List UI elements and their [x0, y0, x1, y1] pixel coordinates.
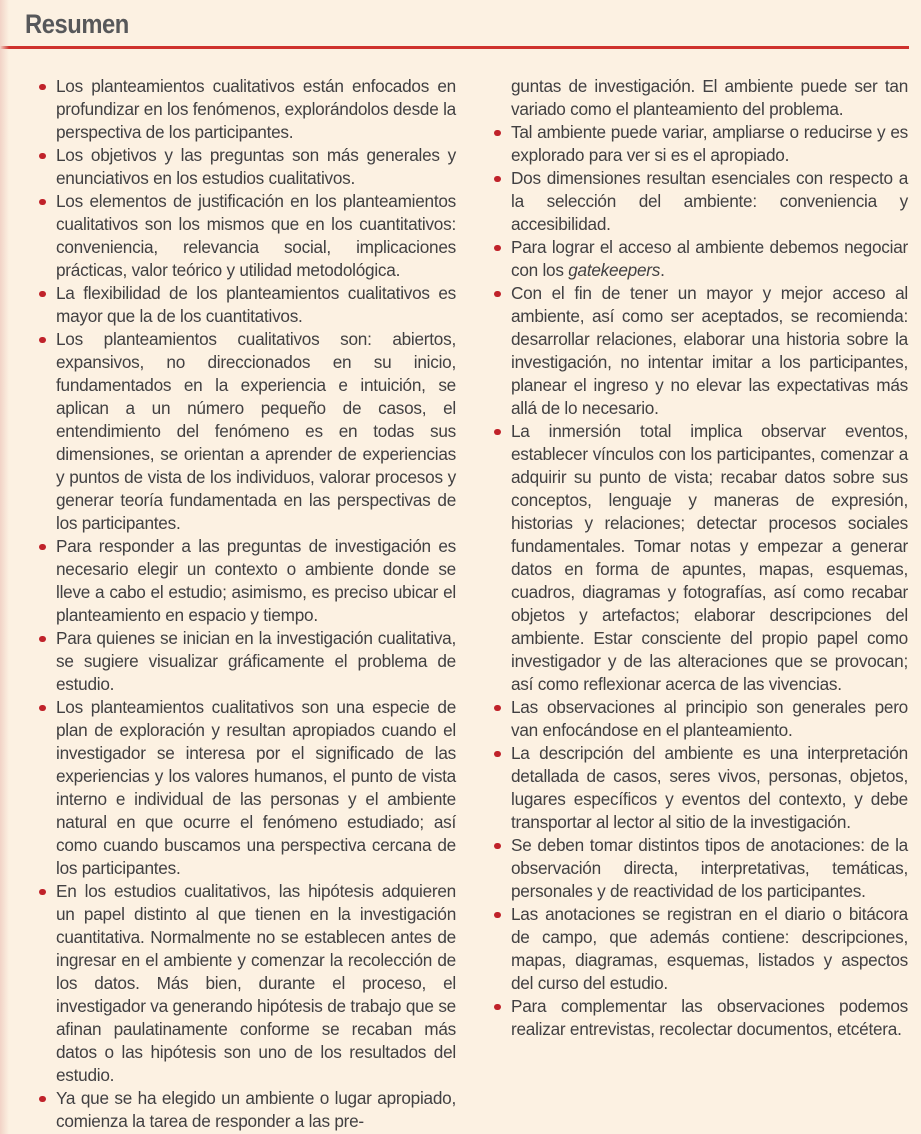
bullet-item-text: Con el fin de tener un mayor y mejor acceso al ambiente, así como ser aceptados, se recomienda: desarrollar relaciones, elaborar una historia sobre la investigación, no intentar imitar a los participantes, planear el ingreso y no elevar las expectativas más allá de lo necesario.: [511, 283, 908, 418]
bullet-icon: [39, 337, 46, 344]
bullet-item: [491, 696, 908, 742]
bullet-item: [36, 1087, 456, 1133]
summary-content: [0, 49, 921, 1133]
bullet-item-text: Para lograr el acceso al ambiente debemos negociar con los gatekeepers.: [511, 237, 908, 280]
bullet-item-text: Dos dimensiones resultan esenciales con respecto a la selección del ambiente: conveniencia y accesibilidad.: [511, 168, 908, 234]
bullet-icon: [494, 245, 501, 252]
bullet-icon: [39, 889, 46, 896]
bullet-icon: [494, 843, 501, 850]
bullet-icon: [39, 291, 46, 298]
bullet-icon: [494, 130, 501, 137]
bullet-item-text: Las observaciones al principio son generales pero van enfocándose en el planteamiento.: [511, 697, 908, 740]
bullet-item-text: En los estudios cualitativos, las hipótesis adquieren un papel distinto al que tienen en la investigación cuantitativa. Normalmente no se establecen antes de ingresar en el ambiente y comenzar la recolección de los datos. Más bien, durante el proceso, el investigador va generando hipótesis de trabajo que se afinan paulatinamente conforme se recaban más datos o las hipótesis son uno de los resultados del estudio.: [56, 881, 456, 1085]
bullet-icon: [494, 1004, 501, 1011]
bullet-item: [491, 420, 908, 696]
bullet-item: [36, 282, 456, 328]
bullet-item: [36, 328, 456, 535]
bullet-item-text: Los elementos de justificación en los planteamientos cualitativos son los mismos que en los cuantitativos: conveniencia, relevancia social, implicaciones prácticas, valor teórico y utilidad metodológica.: [56, 191, 456, 280]
bullet-item-text: La inmersión total implica observar eventos, establecer vínculos con los participantes, comenzar a adquirir su punto de vista; recabar datos sobre sus conceptos, lenguaje y maneras de expresión, historias y relaciones; detectar procesos sociales fundamentales. Tomar notas y empezar a generar datos en forma de apuntes, mapas, esquemas, cuadros, diagramas y fotografías, así como recabar objetos y artefactos; elaborar descripciones del ambiente. Estar consciente del propio papel como investigador y de las alteraciones que se provocan; así como reflexionar acerca de las vivencias.: [511, 421, 908, 694]
bullet-item: [491, 903, 908, 995]
bullet-item: [36, 75, 456, 144]
bullet-icon: [39, 153, 46, 160]
bullet-icon: [494, 751, 501, 758]
summary-column-left: [36, 75, 456, 1133]
bullet-item: [36, 190, 456, 282]
bullet-item-text: Tal ambiente puede variar, ampliarse o reducirse y es explorado para ver si es el apropiado.: [511, 122, 908, 165]
italic-term: gatekeepers: [568, 260, 661, 280]
bullet-item-text: Para complementar las observaciones podemos realizar entrevistas, recolectar documentos, etcétera.: [511, 996, 908, 1039]
bullet-icon: [494, 176, 501, 183]
bullet-item: [36, 880, 456, 1087]
bullet-item-text: Para quienes se inician en la investigación cualitativa, se sugiere visualizar gráficamente el problema de estudio.: [56, 628, 456, 694]
bullet-item: [491, 121, 908, 167]
bullet-icon: [494, 705, 501, 712]
bullet-item: [36, 696, 456, 880]
bullet-item: [491, 742, 908, 834]
bullet-item: [36, 535, 456, 627]
bullet-item: [491, 167, 908, 236]
bullet-item-text: Los planteamientos cualitativos son: abiertos, expansivos, no direccionados en su inicio, fundamentados en la experiencia e intuición, se aplican a un número pequeño de casos, el entendimiento del fenómeno es en todas sus dimensiones, se orientan a aprender de experiencias y puntos de vista de los individuos, valorar procesos y generar teoría fundamentada en las perspectivas de los participantes.: [56, 329, 456, 533]
bullet-item-text: Se deben tomar distintos tipos de anotaciones: de la observación directa, interpretativas, temáticas, personales y de reactividad de los participantes.: [511, 835, 908, 901]
bullet-item-text: guntas de investigación. El ambiente puede ser tan variado como el planteamiento del problema.: [511, 76, 908, 119]
bullet-item-text: Los planteamientos cualitativos son una especie de plan de exploración y resultan apropiados cuando el investigador se interesa por el significado de las experiencias y los valores humanos, el punto de vista interno e individual de las personas y el ambiente natural en que ocurre el fenómeno estudiado; así como cuando buscamos una perspectiva cercana de los participantes.: [56, 697, 456, 878]
page-title: Resumen: [25, 9, 129, 39]
bullet-item: [491, 236, 908, 282]
bullet-item-text: Los planteamientos cualitativos están enfocados en profundizar en los fenómenos, explorándolos desde la perspectiva de los participantes.: [56, 76, 456, 142]
bullet-icon: [494, 429, 501, 436]
bullet-item: [36, 627, 456, 696]
bullet-icon: [494, 291, 501, 298]
bullet-icon: [39, 636, 46, 643]
summary-header: [0, 0, 921, 42]
bullet-item-text: Los objetivos y las preguntas son más generales y enunciativos en los estudios cualitativos.: [56, 145, 456, 188]
bullet-item: [491, 834, 908, 903]
bullet-item-text: Las anotaciones se registran en el diario o bitácora de campo, que además contiene: descripciones, mapas, diagramas, esquemas, listados y aspectos del curso del estudio.: [511, 904, 908, 993]
bullet-icon: [39, 84, 46, 91]
bullet-icon: [39, 705, 46, 712]
bullet-icon: [494, 912, 501, 919]
bullet-item: [36, 144, 456, 190]
continuation-item: [491, 75, 908, 121]
bullet-icon: [39, 544, 46, 551]
bullet-item-text: Ya que se ha elegido un ambiente o lugar apropiado, comienza la tarea de responder a las pre-: [56, 1088, 456, 1131]
bullet-item: [491, 995, 908, 1041]
bullet-item-text: La flexibilidad de los planteamientos cualitativos es mayor que la de los cuantitativos.: [56, 283, 456, 326]
bullet-icon: [39, 199, 46, 206]
bullet-item: [491, 282, 908, 420]
bullet-icon: [39, 1096, 46, 1103]
bullet-item-text: Para responder a las preguntas de investigación es necesario elegir un contexto o ambiente donde se lleve a cabo el estudio; asimismo, es preciso ubicar el planteamiento en espacio y tiempo.: [56, 536, 456, 625]
bullet-item-text: La descripción del ambiente es una interpretación detallada de casos, seres vivos, personas, objetos, lugares específicos y eventos del contexto, y debe transportar al lector al sitio de la investigación.: [511, 743, 908, 832]
summary-column-right: [491, 75, 908, 1133]
